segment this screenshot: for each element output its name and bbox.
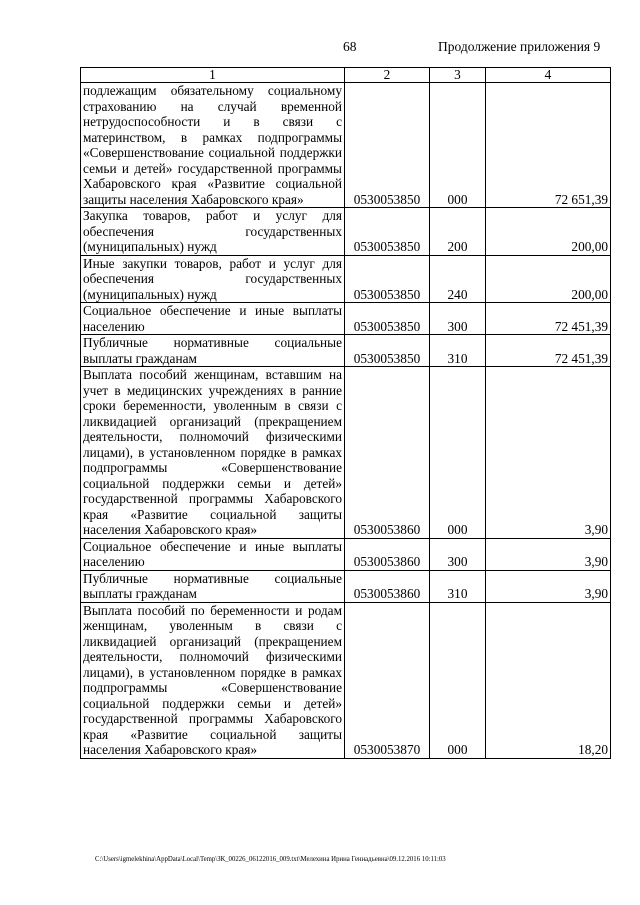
row-type: 000 — [430, 602, 486, 758]
row-description: Иные закупки товаров, работ и услуг для обеспечения государственных (муниципальных) нужд — [81, 255, 345, 303]
row-amount: 3,90 — [486, 570, 611, 602]
column-header-4: 4 — [486, 68, 611, 83]
table-row — [81, 538, 611, 570]
row-code: 0530053850 — [345, 303, 430, 335]
row-amount: 3,90 — [486, 367, 611, 539]
table-row — [81, 255, 611, 303]
row-type: 310 — [430, 570, 486, 602]
row-code: 0530053850 — [345, 83, 430, 208]
table-row — [81, 208, 611, 256]
row-code: 0530053860 — [345, 570, 430, 602]
row-description: Выплата пособий женщинам, вставшим на учет в медицинских учреждениях в ранние сроки беременности, уволенным в связи с ликвидацией организаций (прекращением деятельности, полномочий физическими лицами), в установленном порядке в рамках подпрограммы «Совершенствование социальной поддержки семьи и детей» государственной программы Хабаровского края «Развитие социальной защиты населения Хабаровского края» — [81, 367, 345, 539]
continuation-note: Продолжение приложения 9 — [438, 39, 601, 54]
table-row — [81, 570, 611, 602]
row-description: Выплата пособий по беременности и родам женщинам, уволенным в связи с ликвидацией организаций (прекращением деятельности, полномочий физическими лицами), в установленном порядке в рамках подпрограммы «Совершенствование социальной поддержки семьи и детей» государственной программы Хабаровского края «Развитие социальной защиты населения Хабаровского края» — [81, 602, 345, 758]
row-amount: 200,00 — [486, 255, 611, 303]
column-header-1: 1 — [81, 68, 345, 83]
row-description: Социальное обеспечение и иные выплаты населению — [81, 538, 345, 570]
row-amount: 18,20 — [486, 602, 611, 758]
row-code: 0530053850 — [345, 335, 430, 367]
table-row — [81, 335, 611, 367]
row-code: 0530053850 — [345, 208, 430, 256]
page-number: 68 — [343, 39, 357, 54]
table-row — [81, 83, 611, 208]
row-code: 0530053860 — [345, 538, 430, 570]
row-type: 300 — [430, 538, 486, 570]
row-description: подлежащим обязательному социальному страхованию на случай временной нетрудоспособности и в связи с материнством, в рамках подпрограммы «Совершенствование социальной поддержки семьи и детей» государственной программы Хабаровского края «Развитие социальной защиты населения Хабаровского края» — [81, 83, 345, 208]
column-header-2: 2 — [345, 68, 430, 83]
row-description: Закупка товаров, работ и услуг для обеспечения государственных (муниципальных) нужд — [81, 208, 345, 256]
row-amount: 3,90 — [486, 538, 611, 570]
row-code: 0530053850 — [345, 255, 430, 303]
row-description: Публичные нормативные социальные выплаты гражданам — [81, 570, 345, 602]
row-type: 310 — [430, 335, 486, 367]
row-type: 200 — [430, 208, 486, 256]
row-amount: 200,00 — [486, 208, 611, 256]
row-code: 0530053860 — [345, 367, 430, 539]
column-header-3: 3 — [430, 68, 486, 83]
row-amount: 72 451,39 — [486, 303, 611, 335]
row-amount: 72 651,39 — [486, 83, 611, 208]
row-type: 240 — [430, 255, 486, 303]
table-row — [81, 602, 611, 758]
row-type: 000 — [430, 367, 486, 539]
row-type: 300 — [430, 303, 486, 335]
row-amount: 72 451,39 — [486, 335, 611, 367]
row-code: 0530053870 — [345, 602, 430, 758]
row-description: Социальное обеспечение и иные выплаты населению — [81, 303, 345, 335]
row-type: 000 — [430, 83, 486, 208]
table-header-row — [81, 68, 611, 83]
budget-table — [80, 67, 611, 759]
table-row — [81, 303, 611, 335]
file-path-footer: C:\Users\igmelekhina\AppData\Local\Temp\ЗК_00226_06122016_009.txt\Мелехина Ирина Геннадьевна\09.12.2016 10:11:03 — [95, 856, 446, 863]
row-description: Публичные нормативные социальные выплаты гражданам — [81, 335, 345, 367]
table-row — [81, 367, 611, 539]
